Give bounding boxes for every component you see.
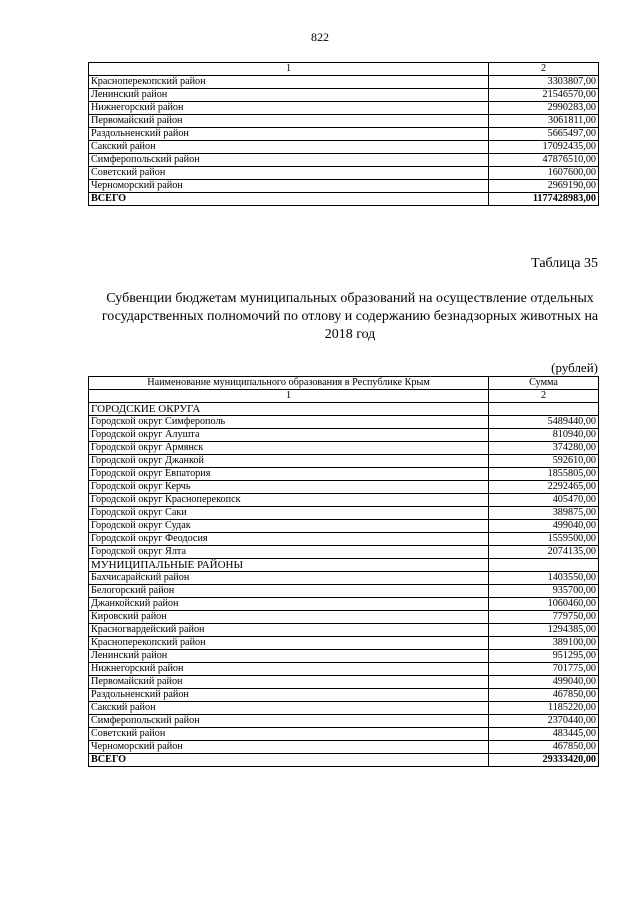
column-number: 1: [89, 63, 489, 76]
cell-value: 374280,00: [489, 442, 599, 455]
cell-name: Советский район: [89, 728, 489, 741]
table-row: [89, 663, 599, 676]
cell-value: 499040,00: [489, 676, 599, 689]
cell-name: ВСЕГО: [89, 754, 489, 767]
cell-value: 951295,00: [489, 650, 599, 663]
cell-name: Городской округ Судак: [89, 520, 489, 533]
column-number: 2: [489, 390, 599, 403]
table-row: [89, 624, 599, 637]
table-row: [89, 468, 599, 481]
table-row: [89, 141, 599, 154]
table-row: [89, 429, 599, 442]
cell-name: Городской округ Феодосия: [89, 533, 489, 546]
cell-name: Кировский район: [89, 611, 489, 624]
cell-name: Черноморский район: [89, 741, 489, 754]
cell-name: Белогорский район: [89, 585, 489, 598]
table-row: [89, 650, 599, 663]
table-title: Субвенции бюджетам муниципальных образований на осуществление отдельных государственных полномочий по отлову и содержанию безнадзорных животных на 2018 год: [101, 291, 599, 342]
cell-value: 2990283,00: [489, 102, 599, 115]
cell-name: Красноперекопский район: [89, 76, 489, 89]
table-row: [89, 585, 599, 598]
cell-name: Красноперекопский район: [89, 637, 489, 650]
table-row: [89, 676, 599, 689]
cell-name: Городской округ Алушта: [89, 429, 489, 442]
cell-value: 935700,00: [489, 585, 599, 598]
table-35: [88, 376, 599, 767]
table-row: [89, 728, 599, 741]
cell-name: Городской округ Саки: [89, 507, 489, 520]
cell-value: 29333420,00: [489, 754, 599, 767]
table-row: [89, 611, 599, 624]
cell-value: [489, 559, 599, 572]
cell-value: 1403550,00: [489, 572, 599, 585]
table-row: [89, 89, 599, 102]
cell-name: Джанкойский район: [89, 598, 489, 611]
table-row: [89, 637, 599, 650]
cell-name: Городской округ Красноперекопск: [89, 494, 489, 507]
cell-value: 47876510,00: [489, 154, 599, 167]
cell-value: 3303807,00: [489, 76, 599, 89]
cell-name: Первомайский район: [89, 115, 489, 128]
cell-value: 1177428983,00: [489, 193, 599, 206]
table-row: [89, 715, 599, 728]
table-column-headers: [89, 377, 599, 390]
cell-value: 3061811,00: [489, 115, 599, 128]
cell-name: Симферопольский район: [89, 154, 489, 167]
total-row: [89, 754, 599, 767]
table-row: [89, 741, 599, 754]
cell-value: 2969190,00: [489, 180, 599, 193]
cell-value: 389100,00: [489, 637, 599, 650]
column-number: 2: [489, 63, 599, 76]
column-header-name: Наименование муниципального образования в Республике Крым: [89, 377, 489, 390]
cell-name: Городской округ Евпатория: [89, 468, 489, 481]
cell-name: Городской округ Симферополь: [89, 416, 489, 429]
table-label: Таблица 35: [531, 256, 598, 271]
cell-name: Симферопольский район: [89, 715, 489, 728]
table-column-numbers: [89, 63, 599, 76]
cell-value: 592610,00: [489, 455, 599, 468]
table-continued: [88, 62, 599, 206]
cell-value: 1559500,00: [489, 533, 599, 546]
cell-value: 2370440,00: [489, 715, 599, 728]
table-row: [89, 598, 599, 611]
cell-name: Первомайский район: [89, 676, 489, 689]
table-row: [89, 546, 599, 559]
cell-name: Ленинский район: [89, 89, 489, 102]
cell-name: Городской округ Джанкой: [89, 455, 489, 468]
cell-name: ГОРОДСКИЕ ОКРУГА: [89, 403, 489, 416]
cell-value: 21546570,00: [489, 89, 599, 102]
cell-name: Раздольненский район: [89, 689, 489, 702]
cell-name: Нижнегорский район: [89, 102, 489, 115]
cell-value: 5665497,00: [489, 128, 599, 141]
cell-value: 1855805,00: [489, 468, 599, 481]
cell-name: Сакский район: [89, 141, 489, 154]
table-row: [89, 494, 599, 507]
cell-value: 2074135,00: [489, 546, 599, 559]
cell-value: 2292465,00: [489, 481, 599, 494]
cell-name: Бахчисарайский район: [89, 572, 489, 585]
cell-value: 1185220,00: [489, 702, 599, 715]
table-row: [89, 507, 599, 520]
table-row: [89, 481, 599, 494]
group-header-row: [89, 403, 599, 416]
cell-value: 17092435,00: [489, 141, 599, 154]
cell-value: [489, 403, 599, 416]
page-number: 822: [311, 30, 329, 44]
cell-value: 1294385,00: [489, 624, 599, 637]
cell-name: МУНИЦИПАЛЬНЫЕ РАЙОНЫ: [89, 559, 489, 572]
group-header-row: [89, 559, 599, 572]
unit-label: (рублей): [551, 360, 598, 375]
cell-value: 810940,00: [489, 429, 599, 442]
cell-name: Городской округ Ялта: [89, 546, 489, 559]
table-row: [89, 180, 599, 193]
table-row: [89, 128, 599, 141]
cell-value: 389875,00: [489, 507, 599, 520]
table-row: [89, 533, 599, 546]
column-number: 1: [89, 390, 489, 403]
cell-name: Нижнегорский район: [89, 663, 489, 676]
cell-value: 483445,00: [489, 728, 599, 741]
cell-value: 467850,00: [489, 741, 599, 754]
table-row: [89, 102, 599, 115]
cell-value: 701775,00: [489, 663, 599, 676]
table-row: [89, 702, 599, 715]
table-row: [89, 520, 599, 533]
table-row: [89, 442, 599, 455]
table-column-numbers: [89, 390, 599, 403]
cell-value: 1607600,00: [489, 167, 599, 180]
cell-name: Красногвардейский район: [89, 624, 489, 637]
cell-value: 405470,00: [489, 494, 599, 507]
cell-name: Черноморский район: [89, 180, 489, 193]
table-row: [89, 416, 599, 429]
cell-value: 1060460,00: [489, 598, 599, 611]
table-row: [89, 167, 599, 180]
cell-name: Советский район: [89, 167, 489, 180]
column-header-sum: Сумма: [489, 377, 599, 390]
cell-name: ВСЕГО: [89, 193, 489, 206]
cell-name: Ленинский район: [89, 650, 489, 663]
table-row: [89, 572, 599, 585]
table-row: [89, 455, 599, 468]
cell-name: Городской округ Армянск: [89, 442, 489, 455]
cell-value: 499040,00: [489, 520, 599, 533]
cell-value: 779750,00: [489, 611, 599, 624]
cell-name: Городской округ Керчь: [89, 481, 489, 494]
total-row: [89, 193, 599, 206]
cell-name: Раздольненский район: [89, 128, 489, 141]
cell-name: Сакский район: [89, 702, 489, 715]
cell-value: 467850,00: [489, 689, 599, 702]
table-row: [89, 154, 599, 167]
cell-value: 5489440,00: [489, 416, 599, 429]
table-row: [89, 115, 599, 128]
table-row: [89, 689, 599, 702]
table-row: [89, 76, 599, 89]
